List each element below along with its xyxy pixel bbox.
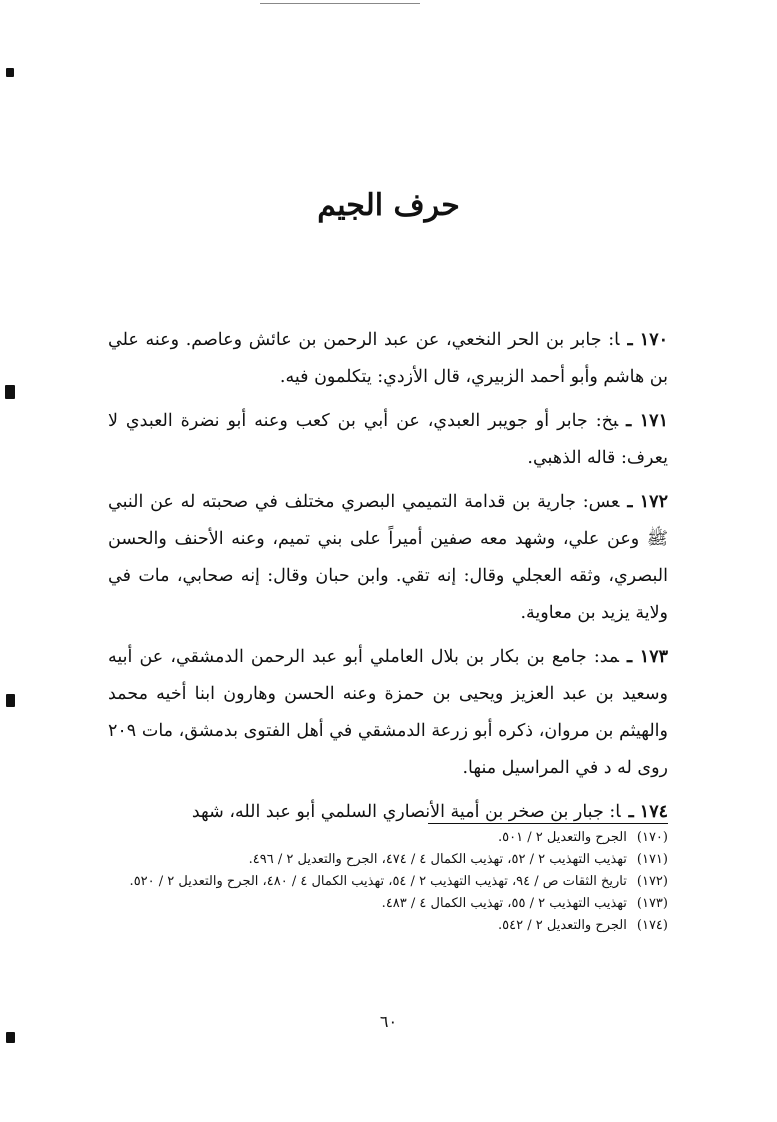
page-number: ٦٠ — [379, 1012, 398, 1031]
footnote-174 — [108, 915, 668, 937]
footnote-number: (١٧٠) — [636, 830, 668, 845]
entry-171 — [108, 403, 668, 477]
margin-mark-2 — [5, 385, 15, 399]
entry-number: ١٧٢ ـ — [627, 492, 668, 512]
footnote-number: (١٧٢) — [636, 874, 668, 889]
entry-173 — [108, 639, 668, 787]
footnote-number: (١٧٣) — [636, 896, 668, 911]
entry-text: ا: جابر بن الحر النخعي، عن عبد الرحمن بن عائش وعاصم. وعنه علي بن هاشم وأبو أحمد الزبيري، قال الأزدي: يتكلمون فيه. — [108, 330, 668, 387]
entry-text: ا: جبار بن صخر بن أمية الأنصاري السلمي أبو عبد الله، شهد — [191, 802, 621, 822]
entry-170 — [108, 322, 668, 396]
entry-text: مد: جامع بن بكار بن بلال العاملي أبو عبد الرحمن الدمشقي، عن أبيه وسعيد بن عبد العزيز ويحيى بن حمزة وعنه الحسن وهارون ابنا أخيه محمد والهيثم بن مروان، ذكره أبو زرعة الدمشقي في أهل الفتوى بدمشق، مات ٢٠٩ روى له د في المراسيل منها. — [108, 647, 668, 778]
entry-number: ١٧٠ ـ — [627, 330, 668, 350]
footnote-text: الجرح والتعديل ٢ / ٥٠١. — [498, 830, 627, 845]
margin-mark-3 — [6, 694, 15, 707]
margin-mark-1 — [6, 68, 14, 77]
footnote-separator — [428, 823, 668, 824]
footnote-text: الجرح والتعديل ٢ / ٥٤٢. — [498, 918, 627, 933]
margin-mark-4 — [6, 1032, 15, 1043]
footnote-170 — [108, 827, 668, 849]
footnote-172 — [108, 871, 668, 893]
footnote-text: تهذيب التهذيب ٢ / ٥٢، تهذيب الكمال ٤ / ٤٧٤، الجرح والتعديل ٢ / ٤٩٦. — [248, 852, 627, 867]
chapter-title: حرف الجيم — [317, 188, 460, 223]
footnote-text: تاريخ الثقات ص / ٩٤، تهذيب التهذيب ٢ / ٥٤، تهذيب الكمال ٤ / ٤٨٠، الجرح والتعديل ٢ / ٥٢٠. — [129, 874, 627, 889]
footnote-text: تهذيب التهذيب ٢ / ٥٥، تهذيب الكمال ٤ / ٤٨٣. — [381, 896, 627, 911]
top-edge-rule — [260, 3, 420, 4]
entry-text: عس: جارية بن قدامة التميمي البصري مختلف في صحبته له عن النبي ﷺ وعن علي، وشهد معه صفين أميراً على بني تميم، وعنه الأحنف والحسن البصري، وثقه العجلي وقال: إنه تقي. وابن حبان وقال: إنه صحابي، مات في ولاية يزيد بن معاوية. — [108, 492, 668, 623]
footnotes — [108, 827, 668, 937]
entry-174 — [108, 794, 668, 831]
footnote-number: (١٧٤) — [636, 918, 668, 933]
entry-number: ١٧١ ـ — [626, 411, 668, 431]
entry-text: بخ: جابر أو جويبر العبدي، عن أبي بن كعب وعنه أبو نضرة العبدي لا يعرف: قاله الذهبي. — [108, 411, 668, 468]
entry-172 — [108, 484, 668, 632]
entries-body — [108, 322, 668, 838]
footnote-173 — [108, 893, 668, 915]
entry-number: ١٧٣ ـ — [627, 647, 668, 667]
footnote-171 — [108, 849, 668, 871]
entry-number: ١٧٤ ـ — [628, 802, 668, 822]
footnote-number: (١٧١) — [636, 852, 668, 867]
